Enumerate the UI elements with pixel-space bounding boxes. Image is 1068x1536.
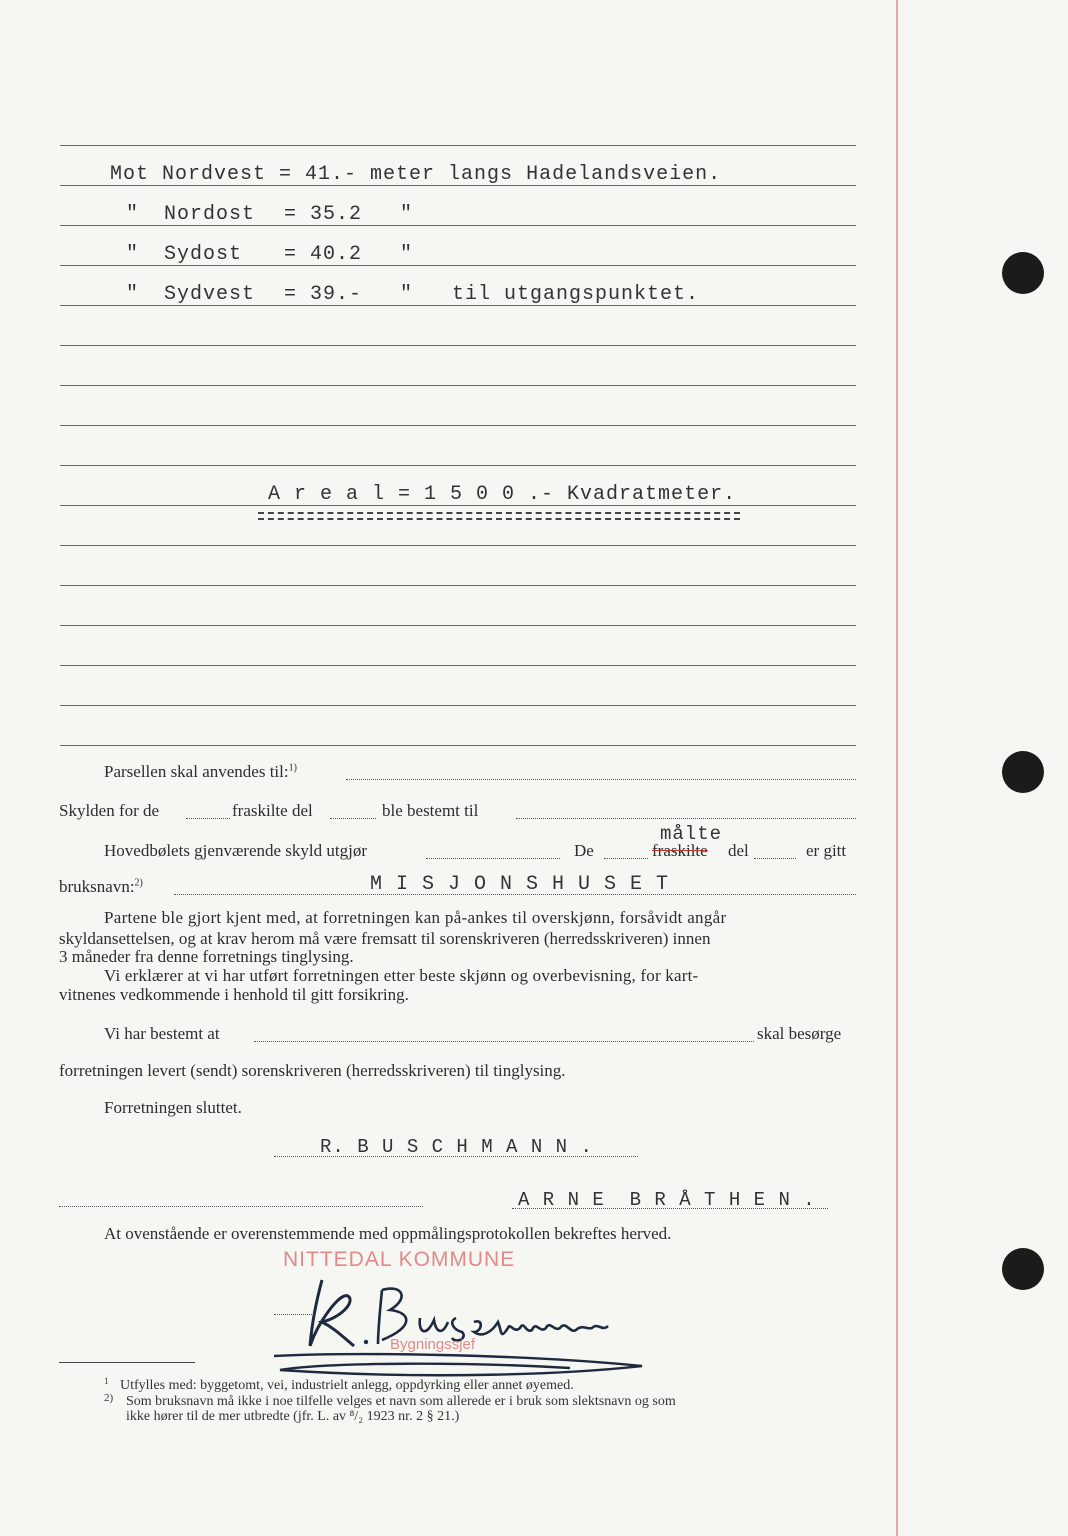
ditto-mark: " (126, 203, 140, 226)
ditto-mark: " (400, 283, 414, 306)
ruled-line (60, 585, 856, 586)
area-statement: A r e a l = 1 5 0 0 .- Kvadratmeter. (268, 483, 737, 506)
handwritten-signature (270, 1262, 650, 1392)
direction-southwest: Sydvest (164, 283, 256, 306)
skal-besorge-label: skal besørge (757, 1024, 842, 1043)
margin-line (896, 0, 898, 1536)
boundary-end-note: til utgangspunktet. (452, 283, 700, 306)
footnote-1-mark: 1 (104, 1376, 109, 1386)
bestemt-at-label: Vi har bestemt at (104, 1024, 220, 1043)
levert-line: forretningen levert (sendt) sorenskriveren (herredsskriveren) til tinglysing. (59, 1061, 566, 1080)
ruled-line (60, 345, 856, 346)
ditto-mark: " (400, 243, 414, 266)
ruled-line (60, 145, 856, 146)
de-label: De (574, 841, 594, 860)
parcel-use-label: Parsellen skal anvendes til:$^{1)}$ (104, 762, 297, 781)
punch-hole-bottom (1002, 1248, 1044, 1290)
skylden-label: Skylden for de (59, 801, 160, 820)
bruksnavn-value: M I S J O N S H U S E T (370, 873, 670, 896)
confirmation-line: At ovenstående er overenstemmende med oppmålingsprotokollen bekreftes herved. (104, 1224, 672, 1243)
footnote-2-line-2: ikke hører til de mer utbredte (jfr. L. av ⁸/₂ 1923 nr. 2 § 21.) (126, 1409, 460, 1424)
er-gitt-label: er gitt (806, 841, 847, 860)
signature-typed-1: R. B U S C H M A N N . (320, 1136, 593, 1158)
measure-northeast: = 35.2 (284, 203, 363, 226)
fraskilte-label: fraskilte del (232, 801, 313, 820)
signature-line-1 (274, 1156, 638, 1157)
del-field (754, 858, 796, 859)
bestemt-label: ble bestemt til (382, 801, 479, 820)
footnote-rule (59, 1362, 195, 1363)
ruled-line (60, 385, 856, 386)
building-officer-stamp: Bygningssjef (390, 1336, 476, 1353)
signature-typed-2: A R N E B R Å T H E N . (518, 1189, 816, 1211)
de-field (604, 858, 648, 859)
bestemt-at-field (254, 1041, 754, 1042)
sluttet-line: Forretningen sluttet. (104, 1098, 242, 1117)
ruled-line (60, 745, 856, 746)
struck-fraskilte: fraskilte (652, 841, 708, 860)
handwritten-correction: målte (660, 823, 723, 845)
municipality-stamp: NITTEDAL KOMMUNE (283, 1248, 516, 1271)
direction-southeast: Sydost (164, 243, 243, 266)
measure-southwest: = 39.- (284, 283, 363, 306)
fraskilte-field (330, 818, 376, 819)
ditto-mark: " (126, 243, 140, 266)
del-label: del (728, 841, 749, 860)
hovedbol-field (426, 858, 560, 859)
signature-line-3 (274, 1314, 314, 1315)
ruled-line (60, 705, 856, 706)
punch-hole-middle (1002, 751, 1044, 793)
paragraph-line: skyldansettelsen, og at krav herom må være fremsatt til sorenskriveren (herredsskriveren) innen (59, 929, 711, 948)
double-underline (258, 512, 740, 520)
punch-hole-top (1002, 252, 1044, 294)
paragraph-line: Partene ble gjort kjent med, at forretningen kan på-ankes til overskjønn, forsåvidt angår (104, 908, 727, 927)
direction-northeast: Nordost (164, 203, 256, 226)
paragraph-line: Vi erklærer at vi har utført forretningen etter beste skjønn og overbevisning, for kart- (104, 966, 699, 985)
footnote-2-line-1: Som bruksnavn må ikke i noe tilfelle velges et navn som allerede er i bruk som slektsnavn og som (126, 1394, 676, 1409)
skylden-field (186, 818, 230, 819)
ruled-line (60, 465, 856, 466)
ruled-line (60, 425, 856, 426)
boundary-line-northwest: Mot Nordvest = 41.- meter langs Hadelandsveien. (110, 163, 722, 186)
footnote-1: Utfylles med: byggetomt, vei, industrielt anlegg, oppdyrking eller annet øyemed. (120, 1378, 574, 1393)
signature-line-2 (512, 1208, 828, 1209)
ruled-line (60, 665, 856, 666)
paragraph-line: vitnenes vedkommende i henhold til gitt forsikring. (59, 985, 409, 1004)
skyld-value-field (516, 818, 856, 819)
parcel-use-field (346, 779, 856, 780)
ditto-mark: " (400, 203, 414, 226)
paragraph-line: 3 måneder fra denne forretnings tinglysing. (59, 947, 354, 966)
bruksnavn-label: bruksnavn:$^{2)}$ (59, 877, 143, 896)
measure-southeast: = 40.2 (284, 243, 363, 266)
hovedbol-label: Hovedbølets gjenværende skyld utgjør (104, 841, 367, 860)
ruled-line (60, 625, 856, 626)
ditto-mark: " (126, 283, 140, 306)
footnote-2-mark: 2) (104, 1392, 114, 1404)
ruled-line (60, 545, 856, 546)
signature-line-left (59, 1206, 423, 1207)
